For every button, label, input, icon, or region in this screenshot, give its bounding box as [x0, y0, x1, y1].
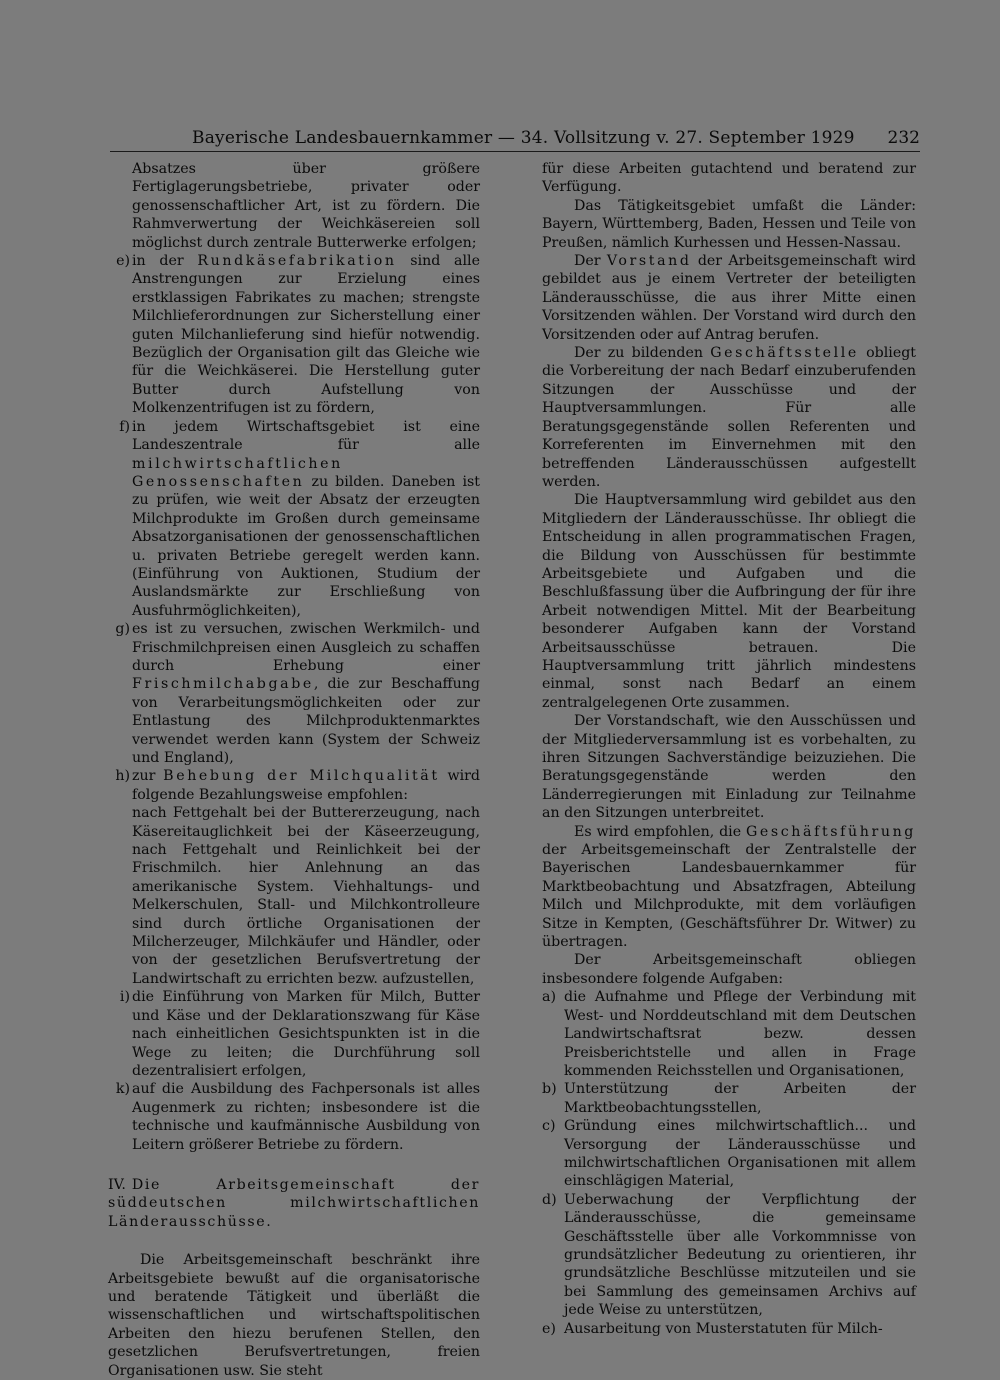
list-item-text: auf die Ausbildung des Fachpersonals ist alles Augenmerk zu richten; insbesondere ist die technische und kaufmännische Ausbildung von Leitern größerer Betriebe zu fördern.	[132, 1081, 480, 1153]
paragraph-geschaeftsfuehrung	[542, 823, 916, 952]
section-number: IV.	[108, 1176, 126, 1193]
paragraph-vorstandschaft: Der Vorstandschaft, wie den Ausschüssen und der Mitgliederversammlung ist es vorbehalten, zu ihren Sitzungen Sachverständige beizuziehen. Die Beratungsgegenstände werden den Länderregierungen mit Einladung zur Teilnahme an den Sitzungen unterbreitet.	[542, 713, 916, 822]
running-title: Bayerische Landesbauernkammer — 34. Vollsitzung v. 27. September 1929	[192, 128, 855, 148]
paragraph-geschaeftsstelle	[542, 344, 916, 491]
list-item-h	[108, 767, 480, 804]
section-heading	[108, 1176, 480, 1231]
paragraph-text: Der	[574, 253, 607, 270]
left-intro-paragraph: Absatzes über größere Fertiglagerungsbetriebe, privater oder genossenschaftlicher Art, ist zu fördern. Die Rahmverwertung der Weichkäsereien soll möglichst durch zentrale Butterwerke erfolgen;	[132, 161, 480, 251]
paragraph-aufgaben: Der Arbeitsgemeinschaft obliegen insbesondere folgende Aufgaben:	[542, 952, 916, 987]
list-marker: h)	[115, 768, 130, 785]
list-marker: c)	[542, 1118, 556, 1135]
list-item-text: Unterstützung der Arbeiten der Marktbeobachtungsstellen,	[564, 1081, 916, 1116]
list-marker: b)	[542, 1081, 557, 1098]
paragraph-continuation: für diese Arbeiten gutachtend und beratend zur Verfügung.	[542, 161, 916, 196]
list-item-k	[108, 1080, 480, 1154]
emphasized-term: Vorstand	[606, 253, 692, 270]
list-item-text: in der	[132, 253, 198, 270]
section-body-paragraph: Die Arbeitsgemeinschaft beschränkt ihre Arbeitsgebiete bewußt auf die organisatorische und beratende Tätigkeit und überläßt die wissenschaftlichen und wirtschaftspolitischen Arbeiten den hiezu berufenen Stellen, den gesetzlichen Berufsvertretungen, freien Organisationen usw. Sie steht	[108, 1252, 480, 1379]
emphasized-term: milchwirtschaftlichen Genossenschaften	[132, 455, 343, 490]
list-marker: e)	[116, 253, 130, 270]
list-item-text: wird folgende Bezahlungsweise empfohlen:	[132, 768, 480, 803]
emphasized-term: Geschäftsstelle	[710, 345, 859, 362]
list-item-a	[542, 988, 916, 1080]
emphasized-term: Frischmilchabgabe	[132, 676, 314, 693]
paragraph-text: Der zu bildenden	[574, 345, 711, 362]
list-item-c	[542, 1117, 916, 1191]
paragraph-text: obliegt die Vorbereitung der nach Bedarf einzuberufenden Sitzungen der Ausschüsse und der Hauptversammlungen. Für alle Beratungsgegenstände sollen Referenten und Korreferenten im Einvernehmen mit den betreffenden Länderausschüssen aufgestellt werden.	[542, 345, 916, 490]
right-column	[542, 160, 916, 1338]
left-column	[108, 160, 480, 1380]
list-marker: i)	[119, 989, 130, 1006]
list-marker: k)	[115, 1081, 130, 1098]
list-item-b	[542, 1080, 916, 1117]
list-item-e-right	[542, 1320, 916, 1338]
page-number: 232	[887, 128, 920, 148]
emphasized-term: Behebung der Milchqualität	[163, 768, 440, 785]
list-item-text: Gründung eines milchwirtschaftlich... und Versorgung der Länderausschüsse und milchwirtschaftlichen Organisationen mit allem einschlägigen Material,	[564, 1118, 916, 1190]
emphasized-term: Geschäftsführung	[745, 823, 916, 840]
list-item-text: die Aufnahme und Pflege der Verbindung mit West- und Norddeutschland mit dem Deutschen Landwirtschaftsrat bezw. dessen Preisberichtstelle und allen in Frage kommenden Reichsstellen und Organisationen,	[564, 989, 916, 1079]
list-item-i	[108, 988, 480, 1080]
list-item-text: zu bilden. Daneben ist zu prüfen, wie weit der Absatz der erzeugten Milchprodukte im Großen durch gemeinsame Absatzorganisationen der genossenschaftlichen u. privaten Betriebe geregelt werden kann. (Einführung von Auktionen, Studium der Auslandsmärkte zur Erschließung von Ausfuhrmöglichkeiten),	[132, 473, 480, 619]
list-item-f	[108, 418, 480, 620]
paragraph-hauptversammlung: Die Hauptversammlung wird gebildet aus den Mitgliedern der Länderausschüsse. Ihr obliegt die Entscheidung in allen programmatischen Fragen, die Bildung von Ausschüssen für bestimmte Arbeitsgebiete und Aufgaben und die Beschlußfassung über die Aufbringung der für ihre Arbeit notwendigen Mittel. Mit der Bearbeitung besonderer Aufgaben kann der Vorstand Arbeitsausschüsse betrauen. Die Hauptversammlung tritt jährlich mindestens einmal, sonst nach Bedarf an einem zentralgelegenen Orte zusammen.	[542, 492, 916, 711]
list-item-text: Ueberwachung der Verpflichtung der Länderausschüsse, die gemeinsame Geschäftsstelle über alle Vorkommnisse von grundsätzlicher Bedeutung zu orientieren, ihr grundsätzliche Beschlüsse mitzuteilen und sie bei Sammlung des gemeinsamen Archivs auf jede Weise zu unterstützen,	[564, 1191, 916, 1319]
list-marker: a)	[542, 989, 556, 1006]
list-item-text: es ist zu versuchen, zwischen Werkmilch- und Frischmilchpreisen einen Ausgleich zu schaffen durch Erhebung einer	[132, 621, 480, 674]
list-marker: e)	[542, 1320, 556, 1337]
list-item-text: , die zur Beschaffung von Verarbeitungsmöglichkeiten oder zur Entlastung des Milchproduktenmarktes verwendet werden kann (System der Schweiz und England),	[132, 676, 480, 766]
list-marker: f)	[119, 418, 130, 435]
list-item-h-continuation: nach Fettgehalt bei der Buttererzeugung, nach Käsereitauglichkeit bei der Käseerzeugung, nach Fettgehalt und Reinlichkeit bei der Frischmilch. hier Anlehnung an das amerikanische System. Viehhaltungs- und Melkerschulen, Stall- und Milchkontrolleure sind durch örtliche Organisationen der Milcherzeuger, Milchkäufer und Händler, oder von der gesetzlichen Berufsvertretung der Landwirtschaft zu errichten bezw. aufzustellen,	[132, 805, 480, 987]
list-item-text: die Einführung von Marken für Milch, Butter und Käse und der Deklarationszwang für Käse nach einheitlichen Gesichtspunkten ist in die Wege zu leiten; die Durchführung soll dezentralisiert erfolgen,	[132, 989, 480, 1079]
paragraph-vorstand	[542, 252, 916, 344]
paragraph-text: Es wird empfohlen, die	[574, 823, 746, 840]
paragraph-text: der Arbeitsgemeinschaft wird gebildet aus je einem Vertreter der beteiligten Länderausschüsse, die aus ihrer Mitte einen Vorsitzenden wählen. Der Vorstand wird durch den Vorsitzenden oder auf Antrag berufen.	[542, 253, 916, 343]
paragraph-area: Das Tätigkeitsgebiet umfaßt die Länder: Bayern, Württemberg, Baden, Hessen und Teile von Preußen, nämlich Kurhessen und Hessen-Nassau.	[542, 197, 916, 251]
list-marker: d)	[542, 1191, 557, 1208]
list-item-text: sind alle Anstrengungen zur Erzielung eines erstklassigen Fabrikates zu machen; strengste Milchlieferordnungen zur Sicherstellung einer guten Milchanlieferung sind hiefür notwendig. Bezüglich der Organisation gilt das Gleiche wie für die Weichkäserei. Die Herstellung guter Butter durch Aufstellung von Molkenzentrifugen ist zu fördern,	[132, 253, 480, 417]
list-item-text: zur	[132, 768, 164, 785]
emphasized-term: Rundkäsefabrikation	[197, 253, 397, 270]
section-title: Die Arbeitsgemeinschaft der süddeutschen milchwirtschaftlichen Länderausschüsse.	[108, 1176, 480, 1230]
paragraph-text: der Arbeitsgemeinschaft der Zentralstelle der Bayerischen Landesbauernkammer für Marktbeobachtung und Absatzfragen, Abteilung Milch und Milchprodukte, mit dem vorläufigen Sitze in Kempten, (Geschäftsführer Dr. Witwer) zu übertragen.	[542, 842, 916, 951]
list-item-g	[108, 620, 480, 767]
list-item-d	[542, 1191, 916, 1320]
list-marker: g)	[115, 621, 130, 638]
list-item-text: in jedem Wirtschaftsgebiet ist eine Landeszentrale für alle	[132, 418, 480, 454]
header-rule	[110, 151, 920, 152]
list-item-text: Ausarbeitung von Musterstatuten für Milch-	[564, 1320, 883, 1337]
list-item-e	[108, 252, 480, 418]
